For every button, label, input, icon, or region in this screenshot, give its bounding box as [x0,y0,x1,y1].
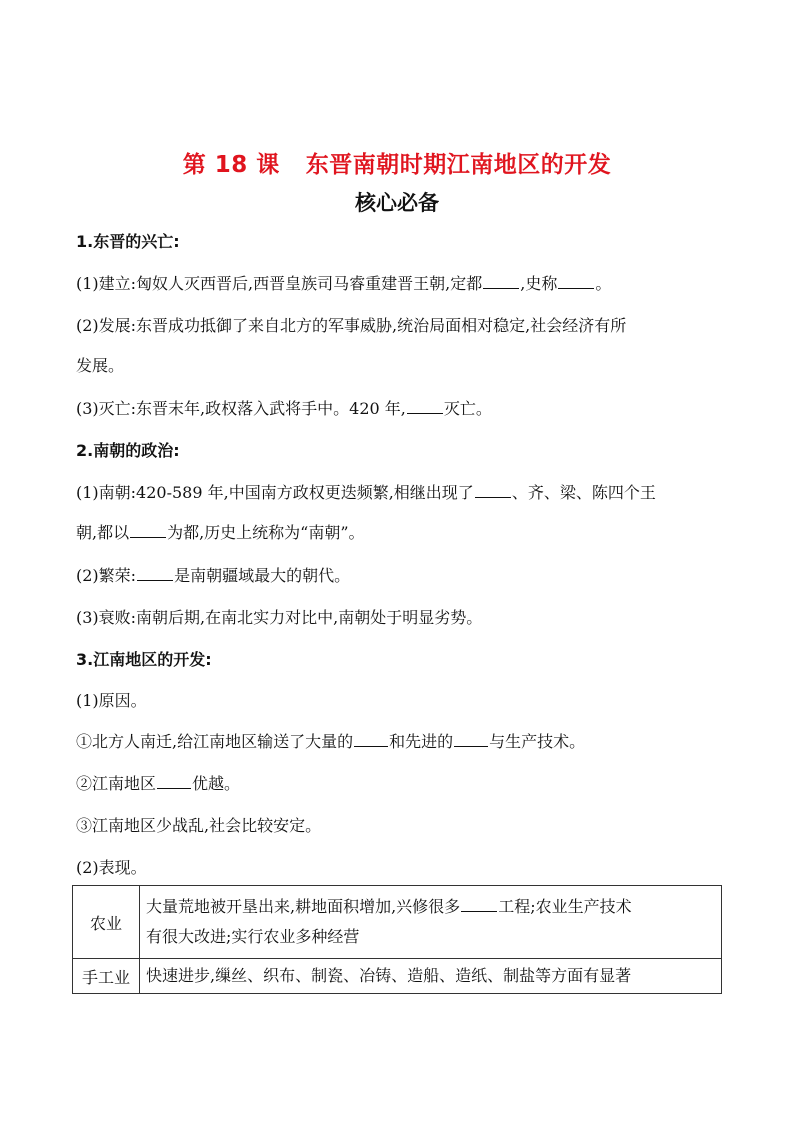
row-label-agriculture: 农业 [73,886,140,959]
text-segment: 为都,历史上统称为“南朝”。 [167,523,365,542]
fill-blank[interactable] [157,774,191,789]
text-segment: ①北方人南迁,给江南地区输送了大量的 [76,732,354,751]
section-1-line-2: (2)发展:东晋成功抵御了来自北方的军事威胁,统治局面相对稳定,社会经济有所 [76,316,627,335]
section-subtitle: 核心必备 [355,191,439,215]
row-content-agriculture [140,886,722,959]
text-segment: (1)建立:匈奴人灭西晋后,西晋皇族司马睿重建晋王朝,定都 [76,274,483,293]
text-segment: 。 [595,274,612,293]
table-row [73,886,722,959]
fill-blank[interactable] [407,399,443,414]
section-1-heading: 1.东晋的兴亡: [76,232,180,251]
text-segment: 灭亡。 [443,399,492,418]
text-segment: (3)灭亡:东晋末年,政权落入武将手中。420 年, [76,399,406,418]
section-3-line-1: (1)原因。 [76,691,147,710]
text-segment: 、齐、梁、陈四个王 [511,483,656,502]
section-2-line-1 [76,483,656,503]
text-segment: 大量荒地被开垦出来,耕地面积增加,兴修很多 [146,897,461,916]
section-1-line-1 [76,274,611,294]
section-2-line-1-cont [76,523,365,543]
section-3-line-2 [76,732,585,752]
section-3-line-5: (2)表现。 [76,858,147,877]
section-2-line-2 [76,566,350,586]
fill-blank[interactable] [137,566,173,581]
fill-blank[interactable] [461,897,497,912]
text-segment: 优越。 [192,774,241,793]
text-segment: 与生产技术。 [489,732,586,751]
section-2-heading: 2.南朝的政治: [76,441,180,460]
text-segment: ,史称 [520,274,558,293]
fill-blank[interactable] [475,483,511,498]
text-segment: 有很大改进;实行农业多种经营 [146,927,360,946]
section-3-line-3 [76,774,240,794]
development-table [72,885,722,994]
text-segment: 朝,都以 [76,523,130,542]
row-label-handicraft: 手工业 [73,959,140,994]
text-segment: 和先进的 [389,732,454,751]
fill-blank[interactable] [483,274,519,289]
lesson-topic: 东晋南朝时期江南地区的开发 [305,152,612,178]
fill-blank[interactable] [130,523,166,538]
text-segment: 工程;农业生产技术 [498,897,632,916]
text-segment: ②江南地区 [76,774,157,793]
section-1-line-2-cont: 发展。 [76,356,125,375]
table-row [73,959,722,994]
section-3-line-4: ③江南地区少战乱,社会比较安定。 [76,816,322,835]
fill-blank[interactable] [558,274,594,289]
lesson-number: 第 18 课 [182,152,280,178]
row-content-handicraft: 快速进步,缫丝、织布、制瓷、冶铸、造船、造纸、制盐等方面有显著 [140,959,722,994]
section-3-heading: 3.江南地区的开发: [76,650,212,669]
text-segment: (2)繁荣: [76,566,137,585]
fill-blank[interactable] [354,732,388,747]
section-2-line-3: (3)衰败:南朝后期,在南北实力对比中,南朝处于明显劣势。 [76,608,483,627]
text-segment: (1)南朝:420-589 年,中国南方政权更迭频繁,相继出现了 [76,483,474,502]
lesson-title [0,146,794,179]
section-1-line-3 [76,399,492,419]
text-segment: 是南朝疆域最大的朝代。 [174,566,351,585]
fill-blank[interactable] [454,732,488,747]
